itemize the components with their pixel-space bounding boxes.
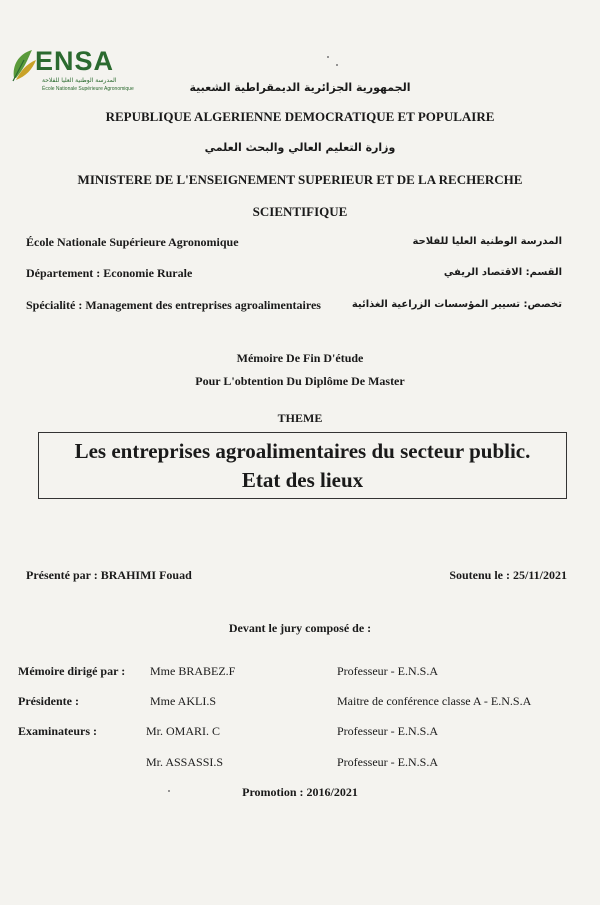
memoir-line1: Mémoire De Fin D'étude <box>236 351 364 365</box>
logo-text: ENSA <box>35 46 115 76</box>
jury-name: Mme BRABEZ.F <box>150 664 236 678</box>
theme-title-line1: Les entreprises agroalimentaires du secteur public. <box>74 439 531 463</box>
specialty-fr: Spécialité : Management des entreprises agroalimentaires <box>26 298 321 312</box>
speck <box>336 64 338 66</box>
jury-title: Professeur - E.N.S.A <box>337 724 438 738</box>
jury-title: Professeur - E.N.S.A <box>337 755 438 769</box>
ministry-ar: وزارة التعليم العالي والبحث العلمي <box>204 141 396 154</box>
presented-by: Présenté par : BRAHIMI Fouad <box>26 568 192 582</box>
memoir-line2: Pour L'obtention Du Diplôme De Master <box>195 374 405 388</box>
department-ar: القسم: الاقتصاد الريفي <box>443 267 562 278</box>
republic-fr: REPUBLIQUE ALGERIENNE DEMOCRATIQUE ET POPULAIRE <box>105 109 495 124</box>
jury-name: Mme AKLI.S <box>150 694 216 708</box>
jury-role: Mémoire dirigé par : <box>18 664 126 678</box>
jury-role: Présidente : <box>18 694 79 708</box>
theme-label: THEME <box>277 411 323 425</box>
logo-subtitle-ar: المدرسة الوطنية العليا للفلاحة <box>42 77 117 84</box>
jury-name: Mr. OMARI. C <box>146 724 221 738</box>
jury-heading: Devant le jury composé de : <box>228 621 372 635</box>
logo-subtitle-fr: École Nationale Supérieure Agronomique <box>42 86 134 92</box>
jury-role: Examinateurs : <box>18 724 97 738</box>
jury-name: Mr. ASSASSI.S <box>146 755 224 769</box>
theme-title-line2: Etat des lieux <box>241 468 364 492</box>
department-fr: Département : Economie Rurale <box>26 266 193 280</box>
republic-ar: الجمهورية الجزائرية الديمقراطية الشعبية <box>189 81 411 94</box>
ministry-fr-line2: SCIENTIFIQUE <box>252 204 348 219</box>
jury-title: Professeur - E.N.S.A <box>337 664 438 678</box>
theme-box <box>38 432 567 499</box>
defended-on: Soutenu le : 25/11/2021 <box>449 568 567 582</box>
ministry-fr-line1: MINISTERE DE L'ENSEIGNEMENT SUPERIEUR ET DE LA RECHERCHE <box>77 172 523 187</box>
school-ar: المدرسة الوطنية العليا للفلاحة <box>412 236 562 247</box>
specialty-ar: تخصص: تسيير المؤسسات الزراعية الغذائية <box>351 299 562 310</box>
jury-title: Maitre de conférence classe A - E.N.S.A <box>337 694 532 708</box>
school-fr: École Nationale Supérieure Agronomique <box>26 235 239 249</box>
speck <box>327 56 329 58</box>
promotion: Promotion : 2016/2021 <box>242 785 358 799</box>
